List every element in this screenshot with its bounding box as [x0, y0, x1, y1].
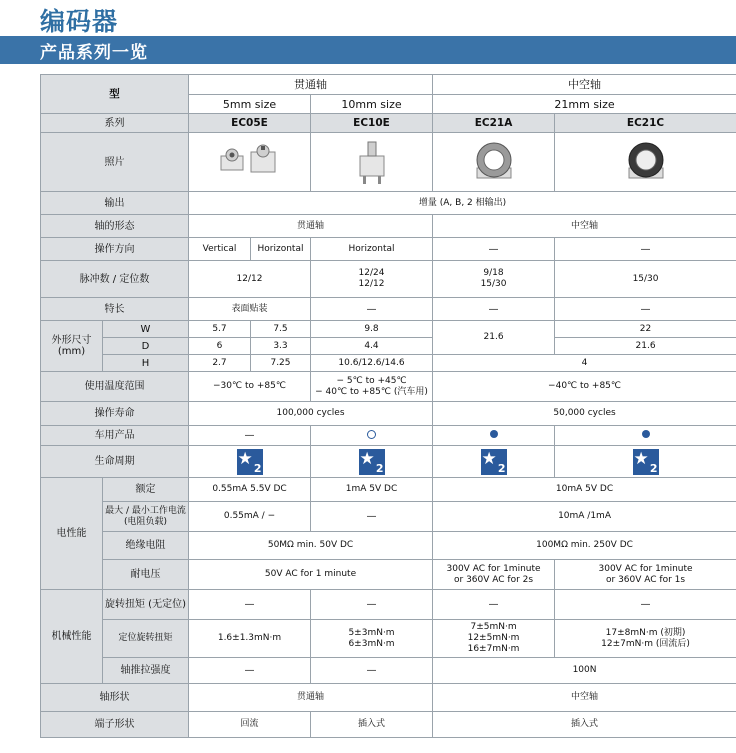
- dims-wd-ec21a: 21.6: [433, 321, 555, 355]
- series-ec21c: EC21C: [555, 114, 736, 133]
- insulation-hollow: 100MΩ min. 250V DC: [433, 532, 736, 560]
- detent-ec10e-2: 6±3mN·m: [348, 638, 395, 649]
- dims-h-hollow: 4: [433, 355, 736, 372]
- direction-ec21c: —: [555, 238, 736, 261]
- pulse-ec21a-1: 9/18: [483, 268, 504, 278]
- direction-ec21a: —: [433, 238, 555, 261]
- direction-label: 操作方向: [41, 238, 189, 261]
- feature-ec21a: —: [433, 298, 555, 321]
- temp-ec05e: −30℃ to +85℃: [189, 372, 311, 402]
- auto-ec21a: [433, 426, 555, 446]
- series-ec21a: EC21A: [433, 114, 555, 133]
- temp-hollow: −40℃ to +85℃: [433, 372, 736, 402]
- dims-label-text: 外形尺寸: [51, 335, 92, 346]
- dims-w-ec10e: 9.8: [311, 321, 433, 338]
- photo-ec05e: [189, 133, 311, 192]
- terminal-ec05e: 回流: [189, 712, 311, 738]
- detent-ec21a-2: 12±5mN·m: [467, 633, 520, 643]
- section-title: 产品系列一览: [40, 43, 148, 63]
- shaft-hollow: 中空轴: [433, 215, 736, 238]
- voltage-label: 耐电压: [103, 560, 189, 590]
- shaft-through: 贯通轴: [189, 215, 433, 238]
- lifecycle-badge-number: 2: [649, 461, 658, 475]
- photo-ec10e: [311, 133, 433, 192]
- torque-label: 旋转扭矩 (无定位): [103, 590, 189, 620]
- lifecycle-badge-number: 2: [497, 461, 506, 475]
- pulse-ec21a: [433, 261, 555, 298]
- op-life-label: 操作寿命: [41, 402, 189, 426]
- mech-label: 机械性能: [41, 590, 103, 684]
- dims-w-vertical: 5.7: [189, 321, 251, 338]
- photo-label: 照片: [41, 133, 189, 192]
- detent-ec21c-2: 12±7mN·m (回流后): [601, 638, 690, 649]
- temp-ec10e-1: − 5℃ to +45℃: [336, 375, 407, 386]
- lifecycle-badge-icon: ★ 2: [237, 448, 262, 475]
- pull-ec05e: —: [189, 658, 311, 684]
- dims-w-label: W: [103, 321, 189, 338]
- dims-w-ec21c: 22: [555, 321, 736, 338]
- voltage-ec21c-1: 300V AC for 1minute: [598, 563, 693, 574]
- series-ec05e: EC05E: [189, 114, 311, 133]
- lifecycle-ec10e: [311, 446, 433, 478]
- insulation-label: 绝缘电阻: [103, 532, 189, 560]
- dims-h-label: H: [103, 355, 189, 372]
- temp-ec10e-2: − 40℃ to +85℃ (汽车用): [315, 386, 428, 397]
- dims-w-horizontal: 7.5: [251, 321, 311, 338]
- lifecycle-ec05e: [189, 446, 311, 478]
- direction-ec10e: Horizontal: [311, 238, 433, 261]
- size-5mm: 5mm size: [189, 95, 311, 114]
- minmax-ec05e: 0.55mA / −: [189, 502, 311, 532]
- lifecycle-badge-icon: ★ 2: [359, 448, 384, 475]
- dims-d-ec10e: 4.4: [311, 338, 433, 355]
- rated-ec05e: 0.55mA 5.5V DC: [189, 478, 311, 502]
- product-table: [40, 74, 736, 738]
- feature-ec10e: —: [311, 298, 433, 321]
- size-21mm: 21mm size: [433, 95, 736, 114]
- rated-hollow: 10mA 5V DC: [433, 478, 736, 502]
- detent-ec21a-1: 7±5mN·m: [470, 622, 517, 632]
- rated-ec10e: 1mA 5V DC: [311, 478, 433, 502]
- torque-ec21a: —: [433, 590, 555, 620]
- op-life-hollow: 50,000 cycles: [433, 402, 736, 426]
- detent-ec10e: [311, 620, 433, 658]
- minmax-ec10e: —: [311, 502, 433, 532]
- voltage-ec21c-2: or 360V AC for 1s: [606, 574, 686, 585]
- output-value: 增量 (A, B, 2 相输出): [189, 192, 736, 215]
- auto-ec05e: —: [189, 426, 311, 446]
- section-bar: [0, 36, 736, 64]
- pulse-ec10e-1: 12/24: [358, 268, 385, 278]
- torque-ec05e: —: [189, 590, 311, 620]
- auto-label: 车用产品: [41, 426, 189, 446]
- lifecycle-badge-number: 2: [375, 461, 384, 475]
- voltage-ec21a-1: 300V AC for 1minute: [446, 563, 541, 574]
- detent-ec21a-3: 16±7mN·m: [467, 644, 520, 654]
- rated-label: 额定: [103, 478, 189, 502]
- minmax-label: 最大 / 最小工作电流 (电阻负载): [103, 502, 189, 532]
- filled-circle-icon: [642, 430, 650, 438]
- dims-h-ec10e: 10.6/12.6/14.6: [311, 355, 433, 372]
- pulse-ec21a-2: 15/30: [480, 279, 507, 289]
- pull-label: 轴推拉强度: [103, 658, 189, 684]
- filled-circle-icon: [490, 430, 498, 438]
- voltage-ec21c: [555, 560, 736, 590]
- torque-ec21c: —: [555, 590, 736, 620]
- open-circle-icon: [367, 430, 376, 439]
- auto-ec21c: [555, 426, 736, 446]
- series-label: 系列: [41, 114, 189, 133]
- shape-label: 轴形状: [41, 684, 189, 712]
- detent-ec10e-1: 5±3mN·m: [348, 627, 395, 638]
- detent-ec21a: [433, 620, 555, 658]
- dims-d-label: D: [103, 338, 189, 355]
- lifecycle-ec21a: [433, 446, 555, 478]
- terminal-hollow: 插入式: [433, 712, 736, 738]
- series-ec10e: EC10E: [311, 114, 433, 133]
- dims-h-horizontal: 7.25: [251, 355, 311, 372]
- pulse-ec10e-2: 12/12: [358, 279, 385, 289]
- detent-ec21c: [555, 620, 736, 658]
- detent-ec21c-1: 17±8mN·m (初期): [605, 627, 686, 638]
- voltage-ec21a-2: or 360V AC for 2s: [454, 574, 534, 585]
- page-title: 编码器: [40, 7, 119, 36]
- insulation-through: 50MΩ min. 50V DC: [189, 532, 433, 560]
- voltage-ec21a: [433, 560, 555, 590]
- feature-label: 特长: [41, 298, 189, 321]
- dims-unit: (mm): [57, 346, 86, 357]
- temp-label: 使用温度范围: [41, 372, 189, 402]
- shape-hollow: 中空轴: [433, 684, 736, 712]
- direction-horizontal: Horizontal: [251, 238, 311, 261]
- feature-ec21c: —: [555, 298, 736, 321]
- lifecycle-ec21c: [555, 446, 736, 478]
- feature-ec05e: 表面贴装: [189, 298, 311, 321]
- pull-ec10e: —: [311, 658, 433, 684]
- dims-d-vertical: 6: [189, 338, 251, 355]
- voltage-through: 50V AC for 1 minute: [189, 560, 433, 590]
- direction-vertical: Vertical: [189, 238, 251, 261]
- dims-label: [41, 321, 103, 372]
- terminal-label: 端子形状: [41, 712, 189, 738]
- pulse-label: 脉冲数 / 定位数: [41, 261, 189, 298]
- auto-ec10e: [311, 426, 433, 446]
- detent-ec05e: 1.6±1.3mN·m: [189, 620, 311, 658]
- pulse-ec05e: 12/12: [189, 261, 311, 298]
- shape-through: 贯通轴: [189, 684, 433, 712]
- size-10mm: 10mm size: [311, 95, 433, 114]
- through-shaft-header: 贯通轴: [189, 75, 433, 95]
- minmax-hollow: 10mA /1mA: [433, 502, 736, 532]
- dims-d-ec21c: 21.6: [555, 338, 736, 355]
- temp-ec10e: [311, 372, 433, 402]
- photo-ec21a: [433, 133, 555, 192]
- hollow-shaft-header: 中空轴: [433, 75, 736, 95]
- output-label: 输出: [41, 192, 189, 215]
- pull-hollow: 100N: [433, 658, 736, 684]
- dims-d-horizontal: 3.3: [251, 338, 311, 355]
- lifecycle-badge-icon: ★ 2: [481, 448, 506, 475]
- dims-h-vertical: 2.7: [189, 355, 251, 372]
- lifecycle-badge-number: 2: [253, 461, 262, 475]
- terminal-ec10e: 插入式: [311, 712, 433, 738]
- detent-label: 定位旋转扭矩: [103, 620, 189, 658]
- torque-ec10e: —: [311, 590, 433, 620]
- shaft-label: 轴的形态: [41, 215, 189, 238]
- type-label: 型: [41, 75, 189, 114]
- lifecycle-badge-icon: ★ 2: [633, 448, 658, 475]
- pulse-ec21c: 15/30: [555, 261, 736, 298]
- electric-label: 电性能: [41, 478, 103, 590]
- lifecycle-label: 生命周期: [41, 446, 189, 478]
- photo-ec21c: [555, 133, 736, 192]
- op-life-through: 100,000 cycles: [189, 402, 433, 426]
- pulse-ec10e: [311, 261, 433, 298]
